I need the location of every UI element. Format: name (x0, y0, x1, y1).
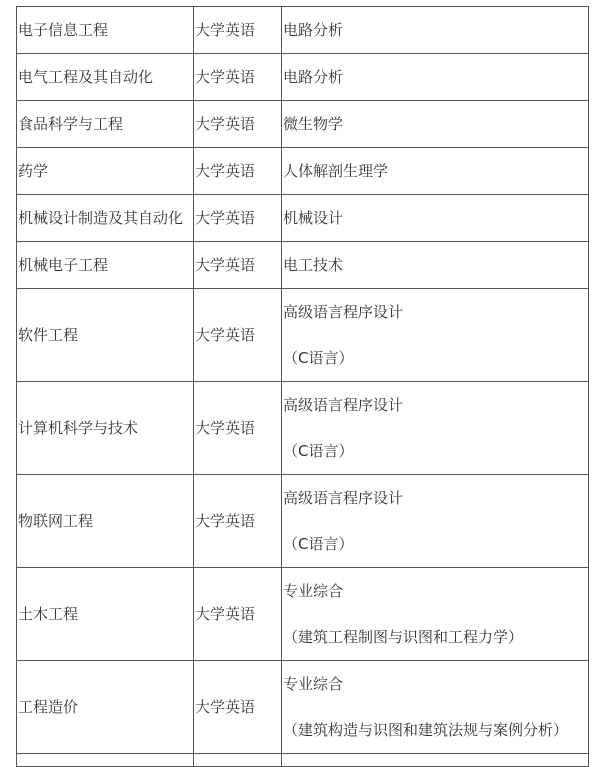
course-cell (282, 289, 589, 382)
course-cell: 电路分析 (282, 7, 589, 54)
major-cell: 电气工程及其自动化 (17, 54, 194, 101)
foreign-language-cell: 大学英语 (194, 7, 282, 54)
course-cell (282, 661, 589, 754)
course-cell: 电工技术 (282, 242, 589, 289)
course-cell (282, 382, 589, 475)
table-row (17, 148, 589, 195)
foreign-language-cell: 大学英语 (194, 101, 282, 148)
major-cell: 药学 (17, 148, 194, 195)
foreign-language-cell: 大学英语 (194, 661, 282, 754)
course-name: 高级语言程序设计 (283, 303, 404, 321)
foreign-language-cell: 大学英语 (194, 475, 282, 568)
major-cell: 土木工程 (17, 568, 194, 661)
table-row (17, 195, 589, 242)
course-name: 高级语言程序设计 (283, 396, 404, 414)
major-exam-table (16, 6, 589, 767)
table-row (17, 661, 589, 754)
table-row (17, 568, 589, 661)
course-cell (282, 568, 589, 661)
table-row (17, 101, 589, 148)
major-cell: 电子信息工程 (17, 7, 194, 54)
course-name: 专业综合 (283, 582, 344, 600)
course-cell: 机械设计 (282, 195, 589, 242)
foreign-language-cell: 大学英语 (194, 54, 282, 101)
course-detail: （建筑工程制图与识图和工程力学） (283, 628, 524, 646)
course-cell: 微生物学 (282, 101, 589, 148)
foreign-language-cell: 大学英语 (194, 382, 282, 475)
table-row (17, 7, 589, 54)
major-cell: 机械电子工程 (17, 242, 194, 289)
foreign-language-cell: 大学英语 (194, 289, 282, 382)
foreign-language-cell: 大学英语 (194, 148, 282, 195)
major-cell: 食品科学与工程 (17, 101, 194, 148)
table-row (17, 54, 589, 101)
course-name: 专业综合 (283, 675, 344, 693)
foreign-language-cell: 大学英语 (194, 242, 282, 289)
major-cell: 软件工程 (17, 289, 194, 382)
table-row (17, 382, 589, 475)
table-row-partial (17, 754, 589, 767)
empty-cell (282, 754, 589, 767)
major-cell: 机械设计制造及其自动化 (17, 195, 194, 242)
empty-cell (194, 754, 282, 767)
table-row (17, 242, 589, 289)
major-cell: 工程造价 (17, 661, 194, 754)
foreign-language-cell: 大学英语 (194, 195, 282, 242)
major-cell: 计算机科学与技术 (17, 382, 194, 475)
course-detail: （C语言） (283, 349, 354, 367)
course-name: 高级语言程序设计 (283, 489, 404, 507)
table-row (17, 289, 589, 382)
empty-cell (17, 754, 194, 767)
course-detail: （建筑构造与识图和建筑法规与案例分析） (283, 721, 569, 739)
table-row (17, 475, 589, 568)
course-detail: （C语言） (283, 442, 354, 460)
course-detail: （C语言） (283, 535, 354, 553)
course-cell: 人体解剖生理学 (282, 148, 589, 195)
course-cell: 电路分析 (282, 54, 589, 101)
course-cell (282, 475, 589, 568)
major-cell: 物联网工程 (17, 475, 194, 568)
foreign-language-cell: 大学英语 (194, 568, 282, 661)
